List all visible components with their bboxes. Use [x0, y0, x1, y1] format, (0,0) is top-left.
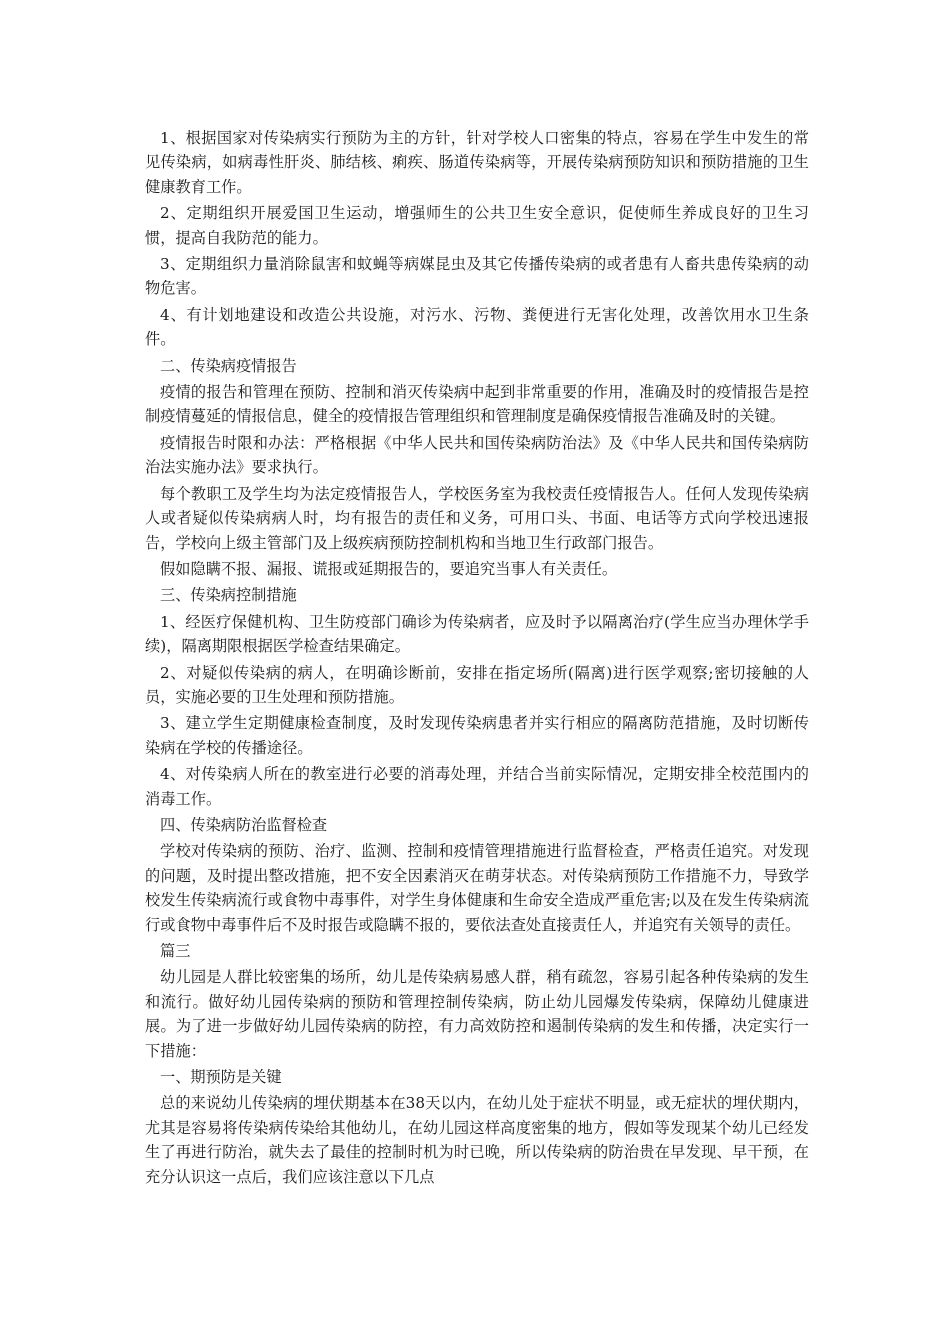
section-heading: 二、传染病疫情报告 [160, 356, 297, 375]
paragraph: 幼儿园是人群比较密集的场所，幼儿是传染病易感人群，稍有疏忽，容易引起各种传染病的发生和流行。做好幼儿园传染病的预防和管理控制传染病，防止幼儿园爆发传染病，保障幼儿健康进展。为了进一步做好幼儿园传染病的防控，有力高效防控和遏制传染病的发生和传播，决定实行一下措施： [145, 968, 809, 1060]
paragraph: 4、对传染病人所在的教室进行必要的消毒处理，并结合当前实际情况，定期安排全校范围内的消毒工作。 [145, 765, 809, 808]
paragraph: 2、定期组织开展爱国卫生运动，增强师生的公共卫生安全意识，促使师生养成良好的卫生习惯，提高自我防范的能力。 [145, 204, 809, 247]
document-body [145, 126, 809, 1191]
paragraph: 2、对疑似传染病的病人，在明确诊断前，安排在指定场所(隔离)进行医学观察;密切接触的人员，实施必要的卫生处理和预防措施。 [145, 663, 809, 706]
paragraph: 1、根据国家对传染病实行预防为主的方针，针对学校人口密集的特点，容易在学生中发生的常见传染病，如病毒性肝炎、肺结核、痢疾、肠道传染病等，开展传染病预防知识和预防措施的卫生健康教育工作。 [145, 129, 809, 196]
paragraph: 3、定期组织力量消除鼠害和蚊蝇等病媒昆虫及其它传播传染病的或者患有人畜共患传染病的动物危害。 [145, 255, 809, 298]
paragraph: 总的来说幼儿传染病的埋伏期基本在38天以内，在幼儿处于症状不明显，或无症状的埋伏期内，尤其是容易将传染病传染给其他幼儿，在幼儿园这样高度密集的地方，假如等发现某个幼儿已经发生了再进行防治，就失去了最佳的控制时机为时已晚，所以传染病的防治贵在早发现、早干预，在充分认识这一点后，我们应该注意以下几点 [145, 1094, 809, 1186]
paragraph: 学校对传染病的预防、治疗、监测、控制和疫情管理措施进行监督检查，严格责任追究。对发现的问题，及时提出整改措施，把不安全因素消灭在萌芽状态。对传染病预防工作措施不力，导致学校发生传染病流行或食物中毒事件，对学生身体健康和生命安全造成严重危害;以及在发生传染病流行或食物中毒事件后不及时报告或隐瞒不报的，要依法查处直接责任人，并追究有关领导的责任。 [145, 842, 809, 934]
paragraph: 3、建立学生定期健康检查制度，及时发现传染病患者并实行相应的隔离防范措施，及时切断传染病在学校的传播途径。 [145, 714, 809, 757]
section-heading: 四、传染病防治监督检查 [160, 815, 328, 834]
paragraph: 4、有计划地建设和改造公共设施，对污水、污物、粪便进行无害化处理，改善饮用水卫生条件。 [145, 305, 809, 349]
section-heading: 一、期预防是关键 [160, 1068, 282, 1087]
paragraph: 疫情的报告和管理在预防、控制和消灭传染病中起到非常重要的作用，准确及时的疫情报告是控制疫情蔓延的情报信息，健全的疫情报告管理组织和管理制度是确保疫情报告准确及时的关键。 [145, 383, 809, 426]
paragraph: 1、经医疗保健机构、卫生防疫部门确诊为传染病者，应及时予以隔离治疗(学生应当办理休学手续)，隔离期限根据医学检查结果确定。 [145, 612, 809, 656]
section-heading: 三、传染病控制措施 [160, 586, 297, 605]
paragraph: 每个教职工及学生均为法定疫情报告人，学校医务室为我校责任疫情报告人。任何人发现传染病人或者疑似传染病病人时，均有报告的责任和义务，可用口头、书面、电话等方式向学校迅速报告，学校向上级主管部门及上级疾病预防控制机构和当地卫生行政部门报告。 [145, 484, 809, 552]
paragraph: 假如隐瞒不报、漏报、谎报或延期报告的，要追究当事人有关责任。 [160, 559, 618, 578]
section-heading: 篇三 [160, 942, 191, 960]
paragraph: 疫情报告时限和办法：严格根据《中华人民共和国传染病防治法》及《中华人民共和国传染病防治法实施办法》要求执行。 [145, 433, 809, 477]
